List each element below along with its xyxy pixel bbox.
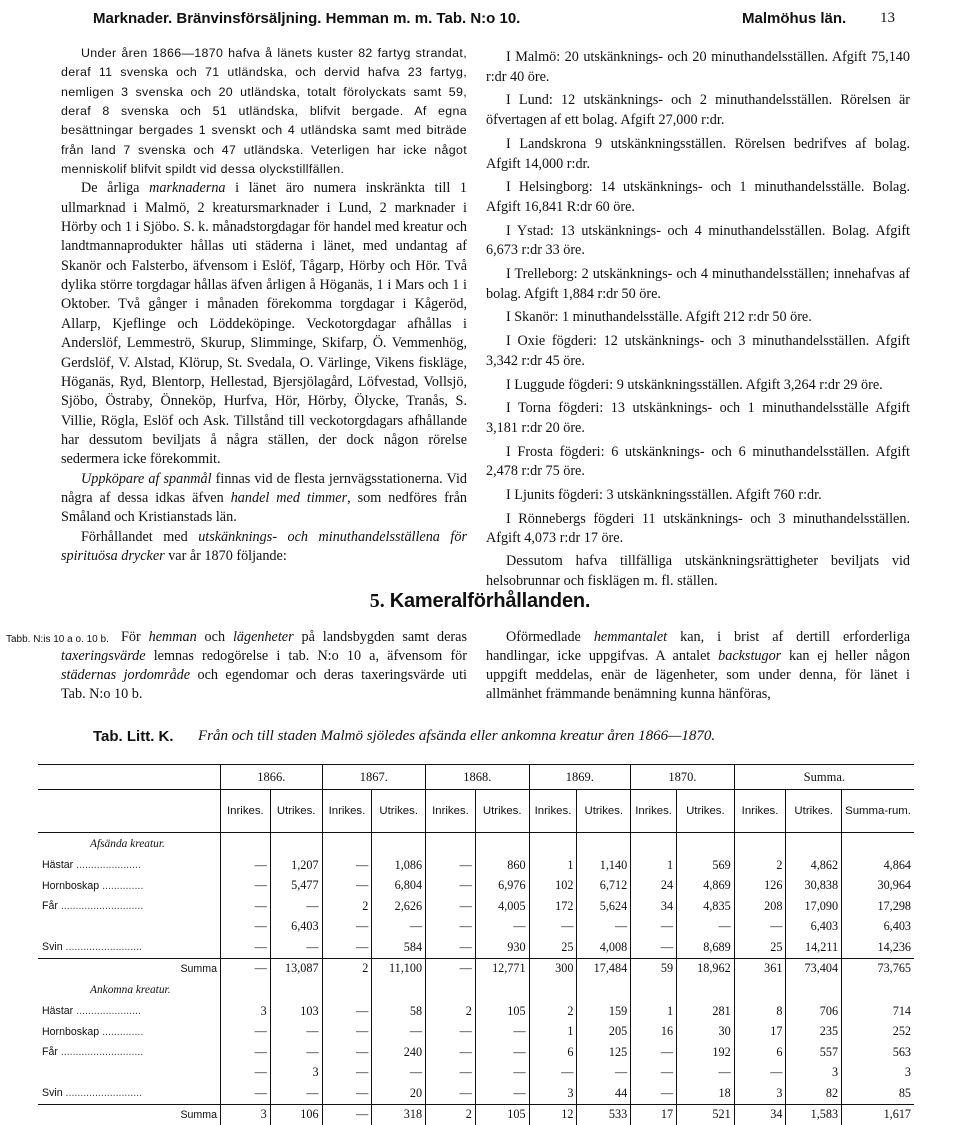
table-cell: — <box>220 1022 270 1043</box>
year-header: 1870. <box>631 765 735 790</box>
table-cell: 521 <box>677 1104 735 1125</box>
foreign-header: Utrikes. <box>577 790 631 833</box>
row-label: Summa <box>38 958 220 979</box>
table-cell: 16 <box>631 1022 677 1043</box>
spirits-entry: I Ystad: 13 utskänknings- och 4 minuthandelsställen. Bolag. Afgift 6,673 r:dr 33 öre. <box>486 222 910 259</box>
table-cell: — <box>270 1022 322 1043</box>
table-cell: 860 <box>475 855 529 876</box>
row-label: Hornboskap .............. <box>42 879 144 892</box>
paragraph-markets: De årliga marknaderna i länet äro numera inskränkta till 1 ullmarknad i Malmö, 2 kreatursmarknader i Lund, 2 marknader i Hörby och 1 i Sjöbo. S. k. månadstorgdagar för handel med kreatur och landtmannaprodukter hållas uti städerna i länet, med undantag af Skanör och Falsterbo, äfvensom i Eslöf, Tågarp, Hörby och Hör. Två dylika större torgdagar hållas äfven årligen å Höganäs, 1 i Mars och 1 i Oktober. Två gånger i månaden förekomma torgdagar i Kågeröd, Allarp, Kjeflinge och Löddeköpinge. Veckotorgdagar afhållas i Anderslöf, Lemmeströ, Skurup, Slimminge, Skifarp, Ö. Vemmenhög, Gerdslöf, V. Alstad, Klörup, St. Svedala, O. Värlinge, Vikens fiskläge, Höganäs, Ryd, Blentorp, Hellestad, Bjersjölagård, Löfvestad, Vollsjö, Sjöbo, Östraby, Önneköp, Hurfva, Hör, Hörby, Ölycke, Tranås, S. Villie, Rögla, Eslöf och Ask. Tillstånd till veckotorgdagars afhållande har dessutom beviljats å några ställen, der dock någon rörelse sedermera icke förekommit. <box>61 180 467 468</box>
table-row <box>38 876 914 897</box>
group-label: Ankomna kreatur. <box>90 984 171 996</box>
table-cell: — <box>734 1063 786 1084</box>
table-cell: 1,086 <box>372 855 426 876</box>
table-cell: 2 <box>426 1104 476 1125</box>
table-cell: 73,765 <box>842 958 914 979</box>
row-label: Summa <box>38 1104 220 1125</box>
foreign-header: Utrikes. <box>786 790 842 833</box>
table-cell: — <box>270 896 322 917</box>
table-cell: — <box>270 937 322 958</box>
table-cell: 361 <box>734 958 786 979</box>
table-cell: 6,403 <box>270 917 322 938</box>
table-row <box>38 855 914 876</box>
table-label: Tab. Litt. K. <box>93 728 174 745</box>
year-header: Summa. <box>734 765 914 790</box>
running-header <box>93 10 520 27</box>
table-cell: — <box>322 1022 372 1043</box>
summary-row <box>38 958 914 979</box>
table-cell: 252 <box>842 1022 914 1043</box>
table-row <box>38 937 914 958</box>
table-cell: — <box>631 1063 677 1084</box>
table-row <box>38 896 914 917</box>
table-cell: — <box>426 855 476 876</box>
table-cell: — <box>220 1042 270 1063</box>
row-label: Får ............................ <box>42 900 144 913</box>
table-cell: 58 <box>372 1001 426 1022</box>
table-cell: 18,962 <box>677 958 735 979</box>
table-cell: 17,090 <box>786 896 842 917</box>
table-cell: — <box>220 917 270 938</box>
table-cell: 714 <box>842 1001 914 1022</box>
table-cell: 300 <box>529 958 577 979</box>
table-cell: 318 <box>372 1104 426 1125</box>
year-header: 1867. <box>322 765 426 790</box>
summary-row <box>38 1104 914 1125</box>
spirits-entry: I Rönnebergs fögderi 11 utskänknings- och 3 minuthandelsställen. Afgift 4,073 r:dr 17 öre. <box>486 510 910 547</box>
year-header-row <box>38 765 914 790</box>
table-cell: — <box>426 896 476 917</box>
table-cell: 105 <box>475 1104 529 1125</box>
row-label: Hästar ...................... <box>42 1005 141 1018</box>
table-cell: 17,484 <box>577 958 631 979</box>
group-row <box>38 979 914 1001</box>
table-cell: — <box>734 917 786 938</box>
table-cell: — <box>426 1042 476 1063</box>
table-cell: 103 <box>270 1001 322 1022</box>
year-header: 1868. <box>426 765 530 790</box>
table-cell: 563 <box>842 1042 914 1063</box>
table-cell: — <box>631 1042 677 1063</box>
foreign-header: Utrikes. <box>270 790 322 833</box>
table-cell: — <box>529 1063 577 1084</box>
table-cell: — <box>220 958 270 979</box>
table-cell: 1 <box>529 1022 577 1043</box>
table-cell: — <box>529 917 577 938</box>
table-cell: 4,864 <box>842 855 914 876</box>
table-cell: 106 <box>270 1104 322 1125</box>
table-cell: 6,976 <box>475 876 529 897</box>
table-cell: 1,207 <box>270 855 322 876</box>
domestic-header: Inrikes. <box>529 790 577 833</box>
table-cell: 25 <box>529 937 577 958</box>
table-cell: 1 <box>529 855 577 876</box>
table-cell: — <box>372 1022 426 1043</box>
table-cell: — <box>426 958 476 979</box>
table-cell: — <box>372 917 426 938</box>
grand-total-header: Summa-rum. <box>842 790 914 833</box>
table-cell: 2,626 <box>372 896 426 917</box>
table-cell: 20 <box>372 1083 426 1104</box>
table-cell: — <box>475 1083 529 1104</box>
spirits-entry: I Skanör: 1 minuthandelsställe. Afgift 212 r:dr 50 öre. <box>506 309 812 326</box>
table-cell: 4,005 <box>475 896 529 917</box>
table-cell: 34 <box>734 1104 786 1125</box>
row-label: Hästar ...................... <box>42 859 141 872</box>
table-cell: — <box>270 1042 322 1063</box>
table-cell: 159 <box>577 1001 631 1022</box>
table-cell: — <box>426 917 476 938</box>
table-cell: 25 <box>734 937 786 958</box>
table-cell: 14,236 <box>842 937 914 958</box>
table-cell: — <box>220 1063 270 1084</box>
table-cell: 59 <box>631 958 677 979</box>
table-cell: 17 <box>734 1022 786 1043</box>
table-cell: 4,835 <box>677 896 735 917</box>
left-column <box>61 44 467 566</box>
foreign-header: Utrikes. <box>372 790 426 833</box>
table-cell: — <box>372 1063 426 1084</box>
table-cell: — <box>322 855 372 876</box>
section-title: Kameralförhållanden. <box>389 590 591 612</box>
table-cell: 24 <box>631 876 677 897</box>
table-cell: 6 <box>734 1042 786 1063</box>
table-cell: — <box>677 1063 735 1084</box>
row-label: Får ............................ <box>42 1046 144 1059</box>
table-row <box>38 1022 914 1043</box>
table-cell: 5,624 <box>577 896 631 917</box>
table-cell: 1,617 <box>842 1104 914 1125</box>
table-cell: 6 <box>529 1042 577 1063</box>
table-cell: 11,100 <box>372 958 426 979</box>
table-cell: — <box>426 1022 476 1043</box>
table-cell: 2 <box>734 855 786 876</box>
page-number: 13 <box>880 10 895 26</box>
table-cell: 125 <box>577 1042 631 1063</box>
section-heading <box>0 590 960 613</box>
table-cell: 6,403 <box>786 917 842 938</box>
domestic-header: Inrikes. <box>220 790 270 833</box>
header-county: Malmöhus län. <box>742 10 847 27</box>
table-cell: 8 <box>734 1001 786 1022</box>
table-cell: 240 <box>372 1042 426 1063</box>
group-row <box>38 833 914 856</box>
margin-table-reference: Tabb. N:is 10 a o. 10 b. <box>6 634 109 645</box>
table-cell: 1 <box>631 855 677 876</box>
table-row <box>38 1042 914 1063</box>
table-cell: — <box>220 855 270 876</box>
table-cell: 533 <box>577 1104 631 1125</box>
table-cell: 82 <box>786 1083 842 1104</box>
table-cell: 4,869 <box>677 876 735 897</box>
table-cell: — <box>220 1083 270 1104</box>
table-cell: 1,140 <box>577 855 631 876</box>
table-cell: 706 <box>786 1001 842 1022</box>
subheader-row <box>38 790 914 833</box>
table-cell: 557 <box>786 1042 842 1063</box>
table-cell: — <box>475 1022 529 1043</box>
table-cell: 2 <box>426 1001 476 1022</box>
section-right-text: Oförmedlade hemmantalet kan, i brist af dertill erforderliga handlingar, icke uppgifvas. A antalet backstugor kan ej heller någon uppgift meddelas, enär de lägenheter, som under denna, för länet i allmänhet främmande benämning kunna hänföras, <box>486 629 910 702</box>
domestic-header: Inrikes. <box>322 790 372 833</box>
spirits-entry: I Frosta fögderi: 6 utskänknings- och 6 minuthandelsställen. Afgift 2,478 r:dr 75 öre. <box>486 443 910 480</box>
table-cell: 3 <box>270 1063 322 1084</box>
table-cell: 6,403 <box>842 917 914 938</box>
table-cell: 8,689 <box>677 937 735 958</box>
table-cell: 2 <box>529 1001 577 1022</box>
spirits-entry: I Luggude fögderi: 9 utskänkningsställen. Afgift 3,264 r:dr 29 öre. <box>506 376 883 393</box>
table-cell: 12 <box>529 1104 577 1125</box>
table-cell: — <box>475 917 529 938</box>
table-cell: 34 <box>631 896 677 917</box>
row-label <box>38 1063 220 1084</box>
table-cell: — <box>631 917 677 938</box>
table-cell: — <box>426 937 476 958</box>
spirits-entry: I Torna fögderi: 13 utskänknings- och 1 minuthandelsställe Afgift 3,181 r:dr 20 öre. <box>486 400 910 436</box>
table-row <box>38 1083 914 1104</box>
table-cell: 584 <box>372 937 426 958</box>
table-cell: 192 <box>677 1042 735 1063</box>
paragraph-shipwrecks: Under åren 1866—1870 hafva å länets kuster 82 fartyg strandat, deraf 11 svenska och 71 utländska, och dervid hafva 23 fartyg, nemligen 3 svenska och 20 utländska, totalt förolyckats samt 59, deraf 8 svenska och 51 utländska, blifvit bergade. Af egna besättningar bergades 1 svenskt och 4 utländska samt med biträde från land 7 svenska och 47 utländska. Veterligen har icke något menniskolif blifvit spildt vid dessa olyckstillfällen. <box>61 46 467 177</box>
table-cell: 12,771 <box>475 958 529 979</box>
table-cell: 105 <box>475 1001 529 1022</box>
table-cell: 5,477 <box>270 876 322 897</box>
domestic-header: Inrikes. <box>631 790 677 833</box>
table-cell: 73,404 <box>786 958 842 979</box>
table-caption: Från och till staden Malmö sjöledes afsända eller ankomna kreatur åren 1866—1870. <box>198 728 716 744</box>
spirits-entry: I Trelleborg: 2 utskänknings- och 4 minuthandelsställen; innehafvas af bolag. Afgift 1,884 r:dr 50 öre. <box>486 266 910 302</box>
table-cell: 235 <box>786 1022 842 1043</box>
table-row <box>38 1063 914 1084</box>
table-cell: 930 <box>475 937 529 958</box>
table-cell: 3 <box>734 1083 786 1104</box>
row-label: Hornboskap .............. <box>42 1025 144 1038</box>
table-cell: — <box>322 1104 372 1125</box>
table-cell: 3 <box>220 1104 270 1125</box>
table-cell: 1 <box>631 1001 677 1022</box>
domestic-header: Inrikes. <box>734 790 786 833</box>
row-label <box>38 917 220 938</box>
paragraph-grain-buyers: Uppköpare af spanmål finnas vid de flesta jernvägsstationerna. Vid några af dessa idkas äfven handel med timmer, som nedföres från Småland och Kristianstads län. <box>61 470 467 526</box>
row-label: Svin .......................... <box>42 1087 143 1100</box>
table-cell: — <box>577 917 631 938</box>
table-cell: 569 <box>677 855 735 876</box>
header-left: Marknader. Bränvinsförsäljning. Hemman m. m. Tab. N:o 10. <box>93 10 521 27</box>
paragraph-spirits-intro: Förhållandet med utskänknings- och minuthandelsställena för spirituösa drycker var år 1870 följande: <box>61 528 467 564</box>
spirits-entry: I Helsingborg: 14 utskänknings- och 1 minuthandelsställe. Bolag. Afgift 16,841 R:dr 60 öre. <box>486 179 910 215</box>
spirits-entry: Dessutom hafva tillfälliga utskänkningsrättigheter beviljats vid helsobrunnar och fisklägen m. fl. ställen. <box>486 553 910 589</box>
table-cell: 30,838 <box>786 876 842 897</box>
table-cell: — <box>677 917 735 938</box>
stub-subheader <box>38 790 220 833</box>
table-cell: 3 <box>529 1083 577 1104</box>
table-cell: — <box>322 937 372 958</box>
table-cell: — <box>220 896 270 917</box>
year-header: 1866. <box>220 765 322 790</box>
table-cell: 13,087 <box>270 958 322 979</box>
table-cell: — <box>270 1083 322 1104</box>
table-cell: 30,964 <box>842 876 914 897</box>
table-cell: 30 <box>677 1022 735 1043</box>
spirits-entry: I Oxie fögderi: 12 utskänknings- och 3 minuthandelsställen. Afgift 3,342 r:dr 45 öre. <box>486 333 910 369</box>
row-label: Svin .......................... <box>42 941 143 954</box>
spirits-entry: I Landskrona 9 utskänkningsställen. Rörelsen bedrifves af bolag. Afgift 14,000 r:dr. <box>486 135 910 172</box>
table-cell: 208 <box>734 896 786 917</box>
table-cell: 281 <box>677 1001 735 1022</box>
spirits-entry: I Ljunits fögderi: 3 utskänkningsställen. Afgift 760 r:dr. <box>506 487 822 504</box>
table-cell: — <box>475 1063 529 1084</box>
section-left-text: För hemman och lägenheter på landsbygden samt deras taxeringsvärde lemnas redogörelse i tab. N:o 10 a, äfvensom för städernas jordområde och egendomar och deras taxeringsvärde uti Tab. N:o 10 b. <box>61 629 467 702</box>
table-cell: 14,211 <box>786 937 842 958</box>
table-cell: — <box>475 1042 529 1063</box>
table-cell: 3 <box>842 1063 914 1084</box>
foreign-header: Utrikes. <box>475 790 529 833</box>
table-cell: 205 <box>577 1022 631 1043</box>
table-cell: — <box>220 937 270 958</box>
table-cell: 18 <box>677 1083 735 1104</box>
table-row <box>38 917 914 938</box>
table-cell: 172 <box>529 896 577 917</box>
table-cell: 2 <box>322 958 372 979</box>
table-cell: 4,008 <box>577 937 631 958</box>
table-cell: — <box>426 876 476 897</box>
foreign-header: Utrikes. <box>677 790 735 833</box>
livestock-table <box>38 764 914 1125</box>
right-column <box>486 48 910 596</box>
year-header: 1869. <box>529 765 631 790</box>
table-cell: — <box>322 876 372 897</box>
table-cell: — <box>631 937 677 958</box>
table-cell: — <box>220 876 270 897</box>
table-row <box>38 1001 914 1022</box>
table-cell: — <box>577 1063 631 1084</box>
section-number: 5. <box>369 590 385 612</box>
spirits-entry: I Malmö: 20 utskänknings- och 20 minuthandelsställen. Afgift 75,140 r:dr 40 öre. <box>486 49 910 85</box>
table-cell: — <box>322 1042 372 1063</box>
table-cell: 102 <box>529 876 577 897</box>
table-cell: 6,804 <box>372 876 426 897</box>
table-cell: — <box>322 917 372 938</box>
table-cell: — <box>322 1083 372 1104</box>
table-cell: — <box>631 1083 677 1104</box>
table-cell: — <box>426 1083 476 1104</box>
table-cell: 3 <box>786 1063 842 1084</box>
table-cell: — <box>426 1063 476 1084</box>
table-cell: 2 <box>322 896 372 917</box>
stub-header <box>38 765 220 790</box>
table-cell: 17 <box>631 1104 677 1125</box>
table-cell: 1,583 <box>786 1104 842 1125</box>
table-cell: 17,298 <box>842 896 914 917</box>
spirits-entry: I Lund: 12 utskänknings- och 2 minuthandelsställen. Rörelsen är öfvertagen af ett bolag. Afgift 27,000 r:dr. <box>486 92 910 129</box>
table-cell: — <box>322 1001 372 1022</box>
group-label: Afsända kreatur. <box>90 838 165 850</box>
domestic-header: Inrikes. <box>426 790 476 833</box>
table-cell: — <box>322 1063 372 1084</box>
table-cell: 85 <box>842 1083 914 1104</box>
table-cell: 6,712 <box>577 876 631 897</box>
table-cell: 3 <box>220 1001 270 1022</box>
table-cell: 44 <box>577 1083 631 1104</box>
table-cell: 4,862 <box>786 855 842 876</box>
table-cell: 126 <box>734 876 786 897</box>
